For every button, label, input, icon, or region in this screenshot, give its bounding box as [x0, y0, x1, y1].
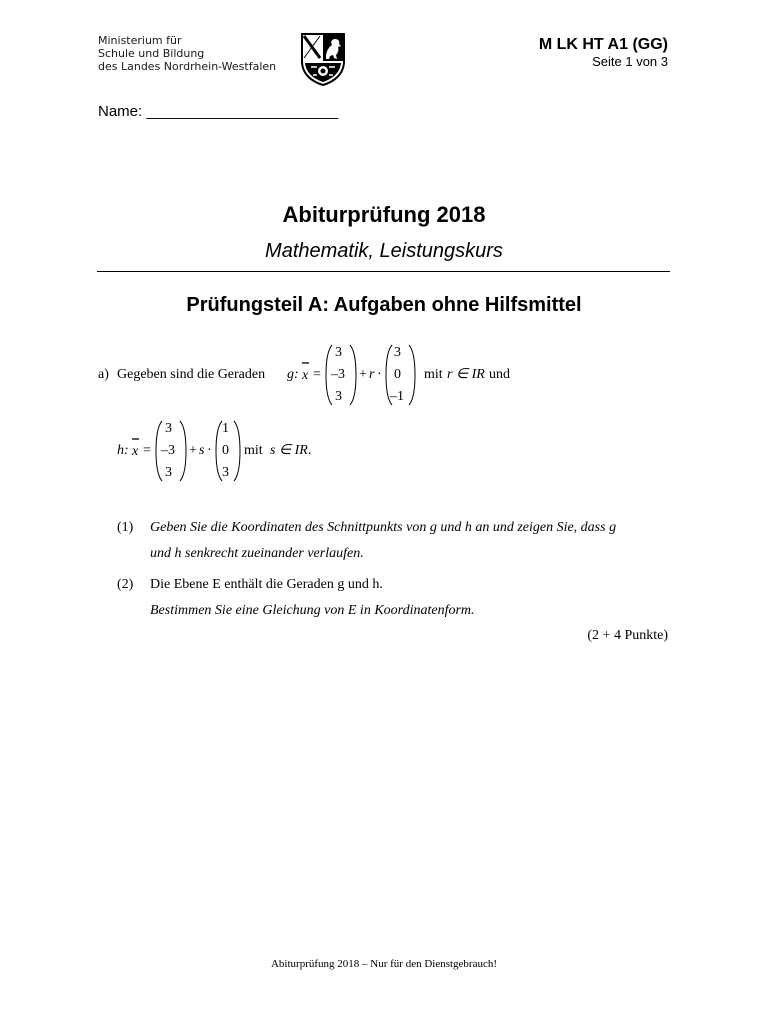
ministry-name — [98, 34, 276, 73]
dot-operator: · — [377, 367, 382, 382]
vector-x-symbol: x — [132, 444, 139, 459]
dot-operator: · — [207, 443, 212, 458]
right-bracket — [349, 344, 357, 406]
page-subtitle: Mathematik, Leistungskurs — [265, 240, 503, 262]
exam-code-block — [539, 36, 668, 69]
trailing-word: und — [489, 367, 510, 382]
right-bracket — [233, 420, 241, 482]
task-intro: Gegeben sind die Geraden — [117, 367, 266, 382]
vector-arrow-icon — [131, 437, 140, 441]
nrw-crest-icon — [299, 31, 347, 87]
vector-x-symbol: x — [302, 368, 309, 383]
line-h-name: h: — [117, 443, 129, 458]
points-label: (2 + 4 Punkte) — [587, 628, 668, 643]
vector-entry: 3 — [222, 465, 229, 480]
ministry-line: Schule und Bildung — [98, 47, 205, 60]
subtask-number: (2) — [117, 577, 134, 592]
page-title: Abiturprüfung 2018 — [282, 202, 486, 227]
title-divider — [97, 271, 670, 272]
plus-sign: + — [359, 367, 367, 382]
subtask-text-line: Bestimmen Sie eine Gleichung von E in Koordinatenform. — [150, 603, 475, 618]
vector-entry: –3 — [161, 443, 175, 458]
right-bracket — [408, 344, 416, 406]
ministry-line: des Landes Nordrhein-Westfalen — [98, 60, 277, 73]
task-label: a) — [98, 367, 109, 382]
line-g-name: g: — [287, 367, 299, 382]
vector-arrow-icon — [301, 361, 310, 365]
equals-sign: = — [313, 367, 321, 382]
plus-sign: + — [189, 443, 197, 458]
parameter-s: s — [199, 443, 205, 458]
parameter-r: r — [369, 367, 375, 382]
subtask-text-line: Geben Sie die Koordinaten des Schnittpunkts von g und h an und zeigen Sie, dass g — [150, 520, 617, 535]
vector-entry: –3 — [331, 367, 345, 382]
vector-entry: 1 — [222, 421, 229, 436]
ministry-line: Ministerium für — [98, 34, 182, 47]
part-title: Prüfungsteil A: Aufgaben ohne Hilfsmittel — [186, 294, 582, 316]
subtask-2 — [117, 577, 677, 617]
vector-entry: 3 — [335, 345, 342, 360]
vector-entry: 3 — [394, 345, 401, 360]
trailing-word: . — [308, 443, 312, 458]
vector-entry: 3 — [165, 421, 172, 436]
right-bracket — [179, 420, 187, 482]
page-number: Seite 1 von 3 — [592, 54, 668, 69]
vector-entry: 3 — [335, 389, 342, 404]
exam-code: M LK HT A1 (GG) — [538, 36, 668, 53]
subtask-1 — [117, 520, 677, 560]
mit-word: mit — [244, 443, 263, 458]
parameter-domain: s ∈ IR — [270, 443, 308, 458]
subtask-text-line: und h senkrecht zueinander verlaufen. — [150, 546, 364, 561]
mit-word: mit — [424, 367, 443, 382]
vector-entry: 0 — [222, 443, 229, 458]
vector-entry: 0 — [394, 367, 401, 382]
equals-sign: = — [143, 443, 151, 458]
subtask-text-line: Die Ebene E enthält die Geraden g und h. — [150, 577, 383, 592]
subtask-number: (1) — [117, 520, 134, 535]
name-field: Name: _______________________ — [98, 103, 339, 120]
parameter-domain: r ∈ IR — [447, 367, 485, 382]
vector-entry: 3 — [165, 465, 172, 480]
vector-entry: –1 — [390, 389, 404, 404]
page-footer: Abiturprüfung 2018 – Nur für den Dienstgebrauch! — [270, 958, 498, 970]
